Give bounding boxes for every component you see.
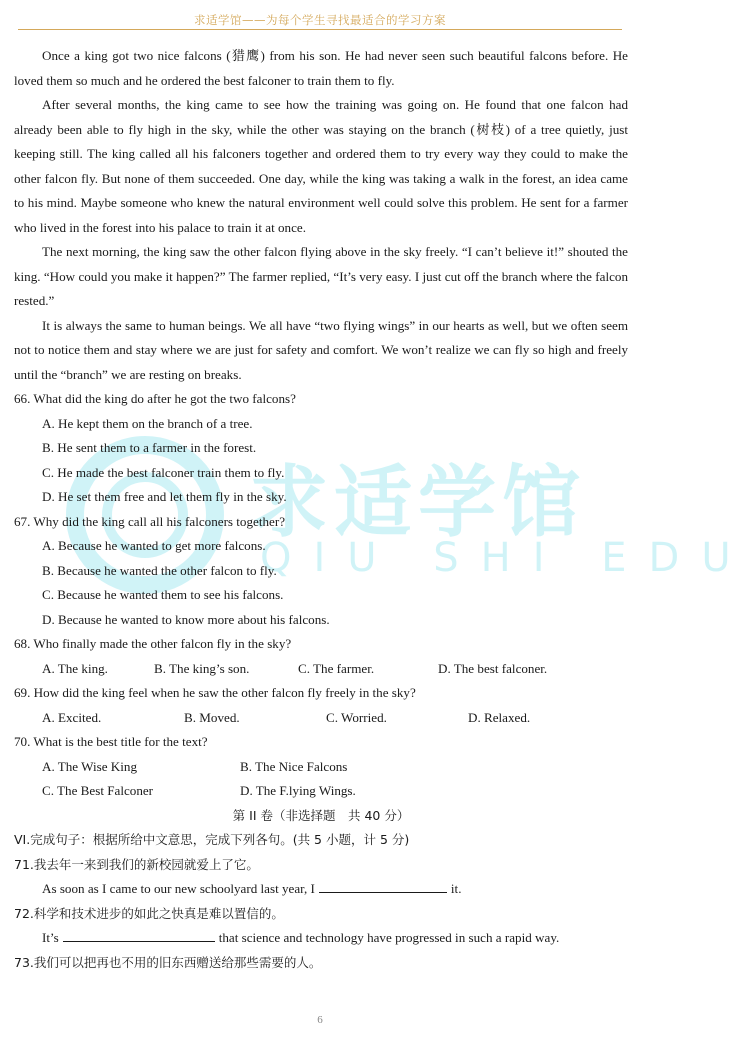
passage-paragraph-3: The next morning, the king saw the other falcon flying above in the sky freely. “I can’t believe it!” shouted the king. “How could you make it happen?” The farmer replied, “It’s very easy. I just cut off the branch where the falcon rested.”	[14, 244, 628, 308]
question-68-option-d: D. The best falconer.	[438, 660, 548, 676]
question-66-option-d: D. He set them free and let them fly in the sky.	[42, 489, 287, 504]
question-67-option-c: C. Because he wanted them to see his falcons.	[42, 587, 284, 602]
header-divider	[18, 29, 622, 30]
passage-paragraph-4: It is always the same to human beings. We all have “two flying wings” in our hearts as well, but we often seem not to notice them and stay where we are just for safety and comfort. We won’t realize we can fly so high and freely until the “branch” we are resting on breaks.	[14, 317, 628, 382]
question-67-option-b: B. Because he wanted the other falcon to fly.	[42, 562, 277, 578]
passage-paragraph-1: Once a king got two nice falcons (猎鹰) from his son. He had never seen such beautiful falcons before. He loved them so much and he ordered the best falconer to train them to fly.	[14, 48, 628, 88]
question-67-stem: 67. Why did the king call all his falconers together?	[14, 513, 286, 529]
question-70-option-a: A. The Wise King	[42, 758, 137, 774]
item-71-sentence	[14, 877, 628, 902]
item-72-text-before: It’s	[42, 930, 59, 945]
item-73-chinese: 73.我们可以把再也不用的旧东西赠送给那些需要的人。	[14, 954, 322, 970]
question-68-stem: 68. Who finally made the other falcon fly in the sky?	[14, 636, 292, 651]
question-66-stem: 66. What did the king do after he got the two falcons?	[14, 391, 296, 406]
question-70-option-d: D. The F.lying Wings.	[240, 783, 356, 798]
item-71-text-after: it.	[450, 881, 462, 896]
question-69-option-b: B. Moved.	[184, 709, 240, 725]
item-71-text-before: As soon as I came to our new schoolyard last year, I	[42, 881, 315, 896]
item-72-sentence	[14, 926, 628, 951]
question-70-options-row-2	[14, 779, 628, 804]
question-70-option-b: B. The Nice Falcons	[240, 758, 348, 774]
watermark-english: QIU SHI EDU	[260, 535, 753, 581]
part-2-title: 第 II 卷（非选择题 共 40 分）	[232, 807, 410, 823]
question-68-option-a: A. The king.	[42, 660, 108, 676]
question-67-option-d: D. Because he wanted to know more about his falcons.	[42, 611, 330, 627]
question-69-option-c: C. Worried.	[326, 709, 387, 725]
item-72-text-after: that science and technology have progressed in such a rapid way.	[218, 930, 560, 945]
item-71-chinese: 71.我去年一来到我们的新校园就爱上了它。	[14, 856, 259, 872]
question-66-option-b: B. He sent them to a farmer in the forest.	[42, 440, 257, 455]
item-72-chinese: 72.科学和技术进步的如此之快真是难以置信的。	[14, 905, 284, 921]
question-66-option-c: C. He made the best falconer train them to fly.	[42, 464, 285, 480]
item-72-answer-blank[interactable]	[63, 927, 215, 942]
question-68-option-c: C. The farmer.	[298, 660, 375, 676]
question-70-option-c: C. The Best Falconer	[42, 783, 154, 798]
section-vi-instructions: VI.完成句子：根据所给中文意思，完成下列各句。(共 5 小题，计 5 分)	[14, 832, 410, 847]
question-67-option-a: A. Because he wanted to get more falcons.	[42, 538, 266, 553]
question-70-stem: 70. What is the best title for the text?	[14, 734, 208, 749]
page-header	[0, 0, 640, 32]
question-66-option-a: A. He kept them on the branch of a tree.	[42, 415, 253, 431]
question-69-option-a: A. Excited.	[42, 709, 102, 725]
page-number: 6	[317, 1014, 323, 1026]
passage-paragraph-2: After several months, the king came to see how the training was going on. He found that one falcon had already been able to fly high in the sky, while the other was staying on the branch (树枝) of a tree quietly, just keeping still. The king called all his falconers together and ordered them to try every way they could to make the other falcon fly. But none of them succeeded. One day, while the king was taking a walk in the forest, an idea came to his mind. Maybe someone who knew the natural environment well could solve this problem. He sent for a farmer who lived in the forest into his palace to train it at once.	[14, 97, 628, 235]
header-slogan: 求适学馆——为每个学生寻找最适合的学习方案	[194, 13, 446, 27]
item-71-answer-blank[interactable]	[319, 878, 447, 893]
watermark-chinese: 求适学馆	[250, 458, 587, 548]
question-69-options	[14, 706, 628, 731]
page-content	[14, 44, 628, 975]
question-68-option-b: B. The king’s son.	[154, 660, 250, 676]
question-68-options	[14, 657, 628, 682]
question-69-option-d: D. Relaxed.	[468, 709, 531, 725]
question-69-stem: 69. How did the king feel when he saw the other falcon fly freely in the sky?	[14, 685, 416, 700]
question-70-options-row-1	[14, 755, 628, 780]
